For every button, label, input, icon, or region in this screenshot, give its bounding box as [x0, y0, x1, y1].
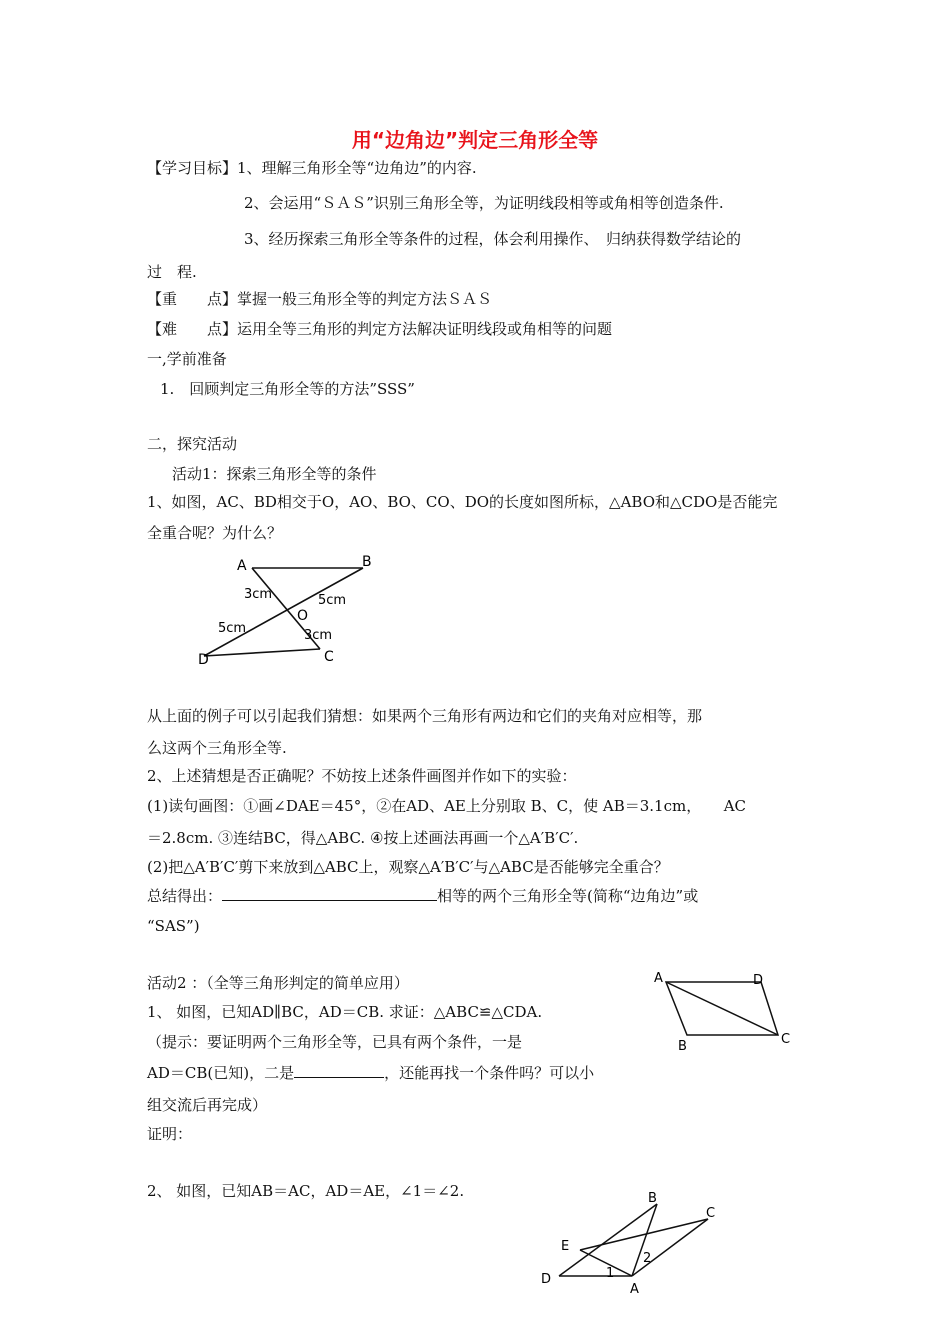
label-d: D — [541, 1272, 552, 1287]
activity2-question2: 2、 如图，已知AB＝AC，AD＝AE，∠1＝∠2. — [147, 1182, 465, 1200]
summary-prefix: 总结得出： — [147, 887, 223, 905]
hint-prefix: AD＝CB(已知)，二是 — [147, 1064, 295, 1082]
segment-dc — [204, 649, 320, 656]
hint-suffix: ，还能再找一个条件吗？可以小 — [384, 1064, 595, 1082]
activity2-title: 活动2 ：（全等三角形判定的简单应用） — [147, 974, 409, 992]
label-c: C — [781, 1032, 791, 1047]
label-c: C — [324, 649, 334, 665]
conjecture-line-a: 从上面的例子可以引起我们猜想：如果两个三角形有两边和它们的夹角对应相等，那 — [147, 707, 703, 725]
objective-2: 2、会运用“ＳＡＳ”识别三角形全等，为证明线段相等或角相等创造条件. — [244, 194, 724, 212]
activity1-title: 活动1：探索三角形全等的条件 — [172, 465, 377, 483]
summary-line — [147, 886, 698, 906]
hint-blank[interactable] — [294, 1063, 384, 1078]
proof-label: 证明： — [147, 1125, 193, 1143]
summary-suffix: 相等的两个三角形全等(简称“边角边”或 — [437, 887, 699, 905]
summary-end: “SAS”) — [147, 917, 200, 935]
objectives-line-1 — [147, 158, 477, 178]
objective-1: 1、理解三角形全等“边角边”的内容. — [237, 159, 477, 177]
objective-3b: 过 程. — [147, 263, 197, 281]
label-c: C — [706, 1206, 716, 1221]
page-title: 用“边角边”判定三角形全等 — [351, 128, 599, 152]
label-a: A — [630, 1282, 639, 1297]
objectives-label: 【学习目标】 — [147, 159, 238, 177]
hint-line-b — [147, 1063, 594, 1083]
label-o: O — [297, 608, 309, 624]
summary-blank[interactable] — [222, 886, 437, 901]
length-ao: 3cm — [244, 587, 273, 602]
label-b: B — [648, 1191, 657, 1206]
label-a: A — [654, 971, 663, 986]
angle-1-label: 1 — [606, 1266, 615, 1281]
label-b: B — [362, 554, 372, 570]
activity2-question1: 1、 如图，已知AD∥BC，AD＝CB. 求证：△ABC≌△CDA. — [147, 1003, 543, 1021]
angle-2-label: 2 — [643, 1251, 652, 1266]
label-b: B — [678, 1039, 687, 1054]
segment-ec — [580, 1219, 708, 1250]
length-bo: 5cm — [318, 593, 347, 608]
length-do: 5cm — [218, 621, 247, 636]
label-e: E — [561, 1239, 570, 1254]
question1-line-a: 1、如图，AC、BD相交于O，AO、BO、CO、DO的长度如图所标，△ABO和△CDO是否能完 — [147, 493, 778, 511]
conjecture-line-b: 么这两个三角形全等. — [147, 739, 287, 757]
diagonal-ac — [666, 982, 778, 1035]
label-d: D — [198, 652, 209, 668]
step2: (2)把△A′B′C′剪下来放到△ABC上，观察△A′B′C′与△ABC是否能够完全重合？ — [147, 858, 669, 876]
length-co: 3cm — [304, 628, 333, 643]
segment-bd — [204, 568, 363, 656]
objective-3a: 3、经历探索三角形全等条件的过程，体会利用操作、 归纳获得数学结论的 — [244, 230, 742, 248]
key-point: 【重 点】掌握一般三角形全等的判定方法ＳＡＳ — [147, 290, 493, 308]
figure-2-parallelogram — [650, 966, 800, 1061]
step1-line-b: ＝2.8cm. ③连结BC，得△ABC. ④按上述画法再画一个△A′B′C′. — [147, 829, 579, 847]
label-a: A — [237, 558, 247, 574]
section1-item1: 1. 回顾判定三角形全等的方法”SSS” — [160, 380, 415, 398]
question1-line-b: 全重合呢？为什么？ — [147, 524, 283, 542]
hint-line-a: （提示：要证明两个三角形全等，已具有两个条件，一是 — [147, 1033, 523, 1051]
figure-1-crossed-triangles — [190, 548, 372, 683]
figure-3-two-triangles — [535, 1186, 725, 1296]
hint-line-c: 组交流后再完成） — [147, 1096, 268, 1114]
section1-heading: 一,学前准备 — [147, 350, 227, 368]
step1-line-a: (1)读句画图：①画∠DAE＝45°，②在AD、AE上分别取 B、C，使 AB＝3.1cm， AC — [147, 797, 747, 815]
label-d: D — [753, 973, 764, 988]
difficulty: 【难 点】运用全等三角形的判定方法解决证明线段或角相等的问题 — [147, 320, 613, 338]
question2: 2、上述猜想是否正确呢？不妨按上述条件画图并作如下的实验： — [147, 767, 577, 785]
section2-heading: 二，探究活动 — [147, 435, 238, 453]
